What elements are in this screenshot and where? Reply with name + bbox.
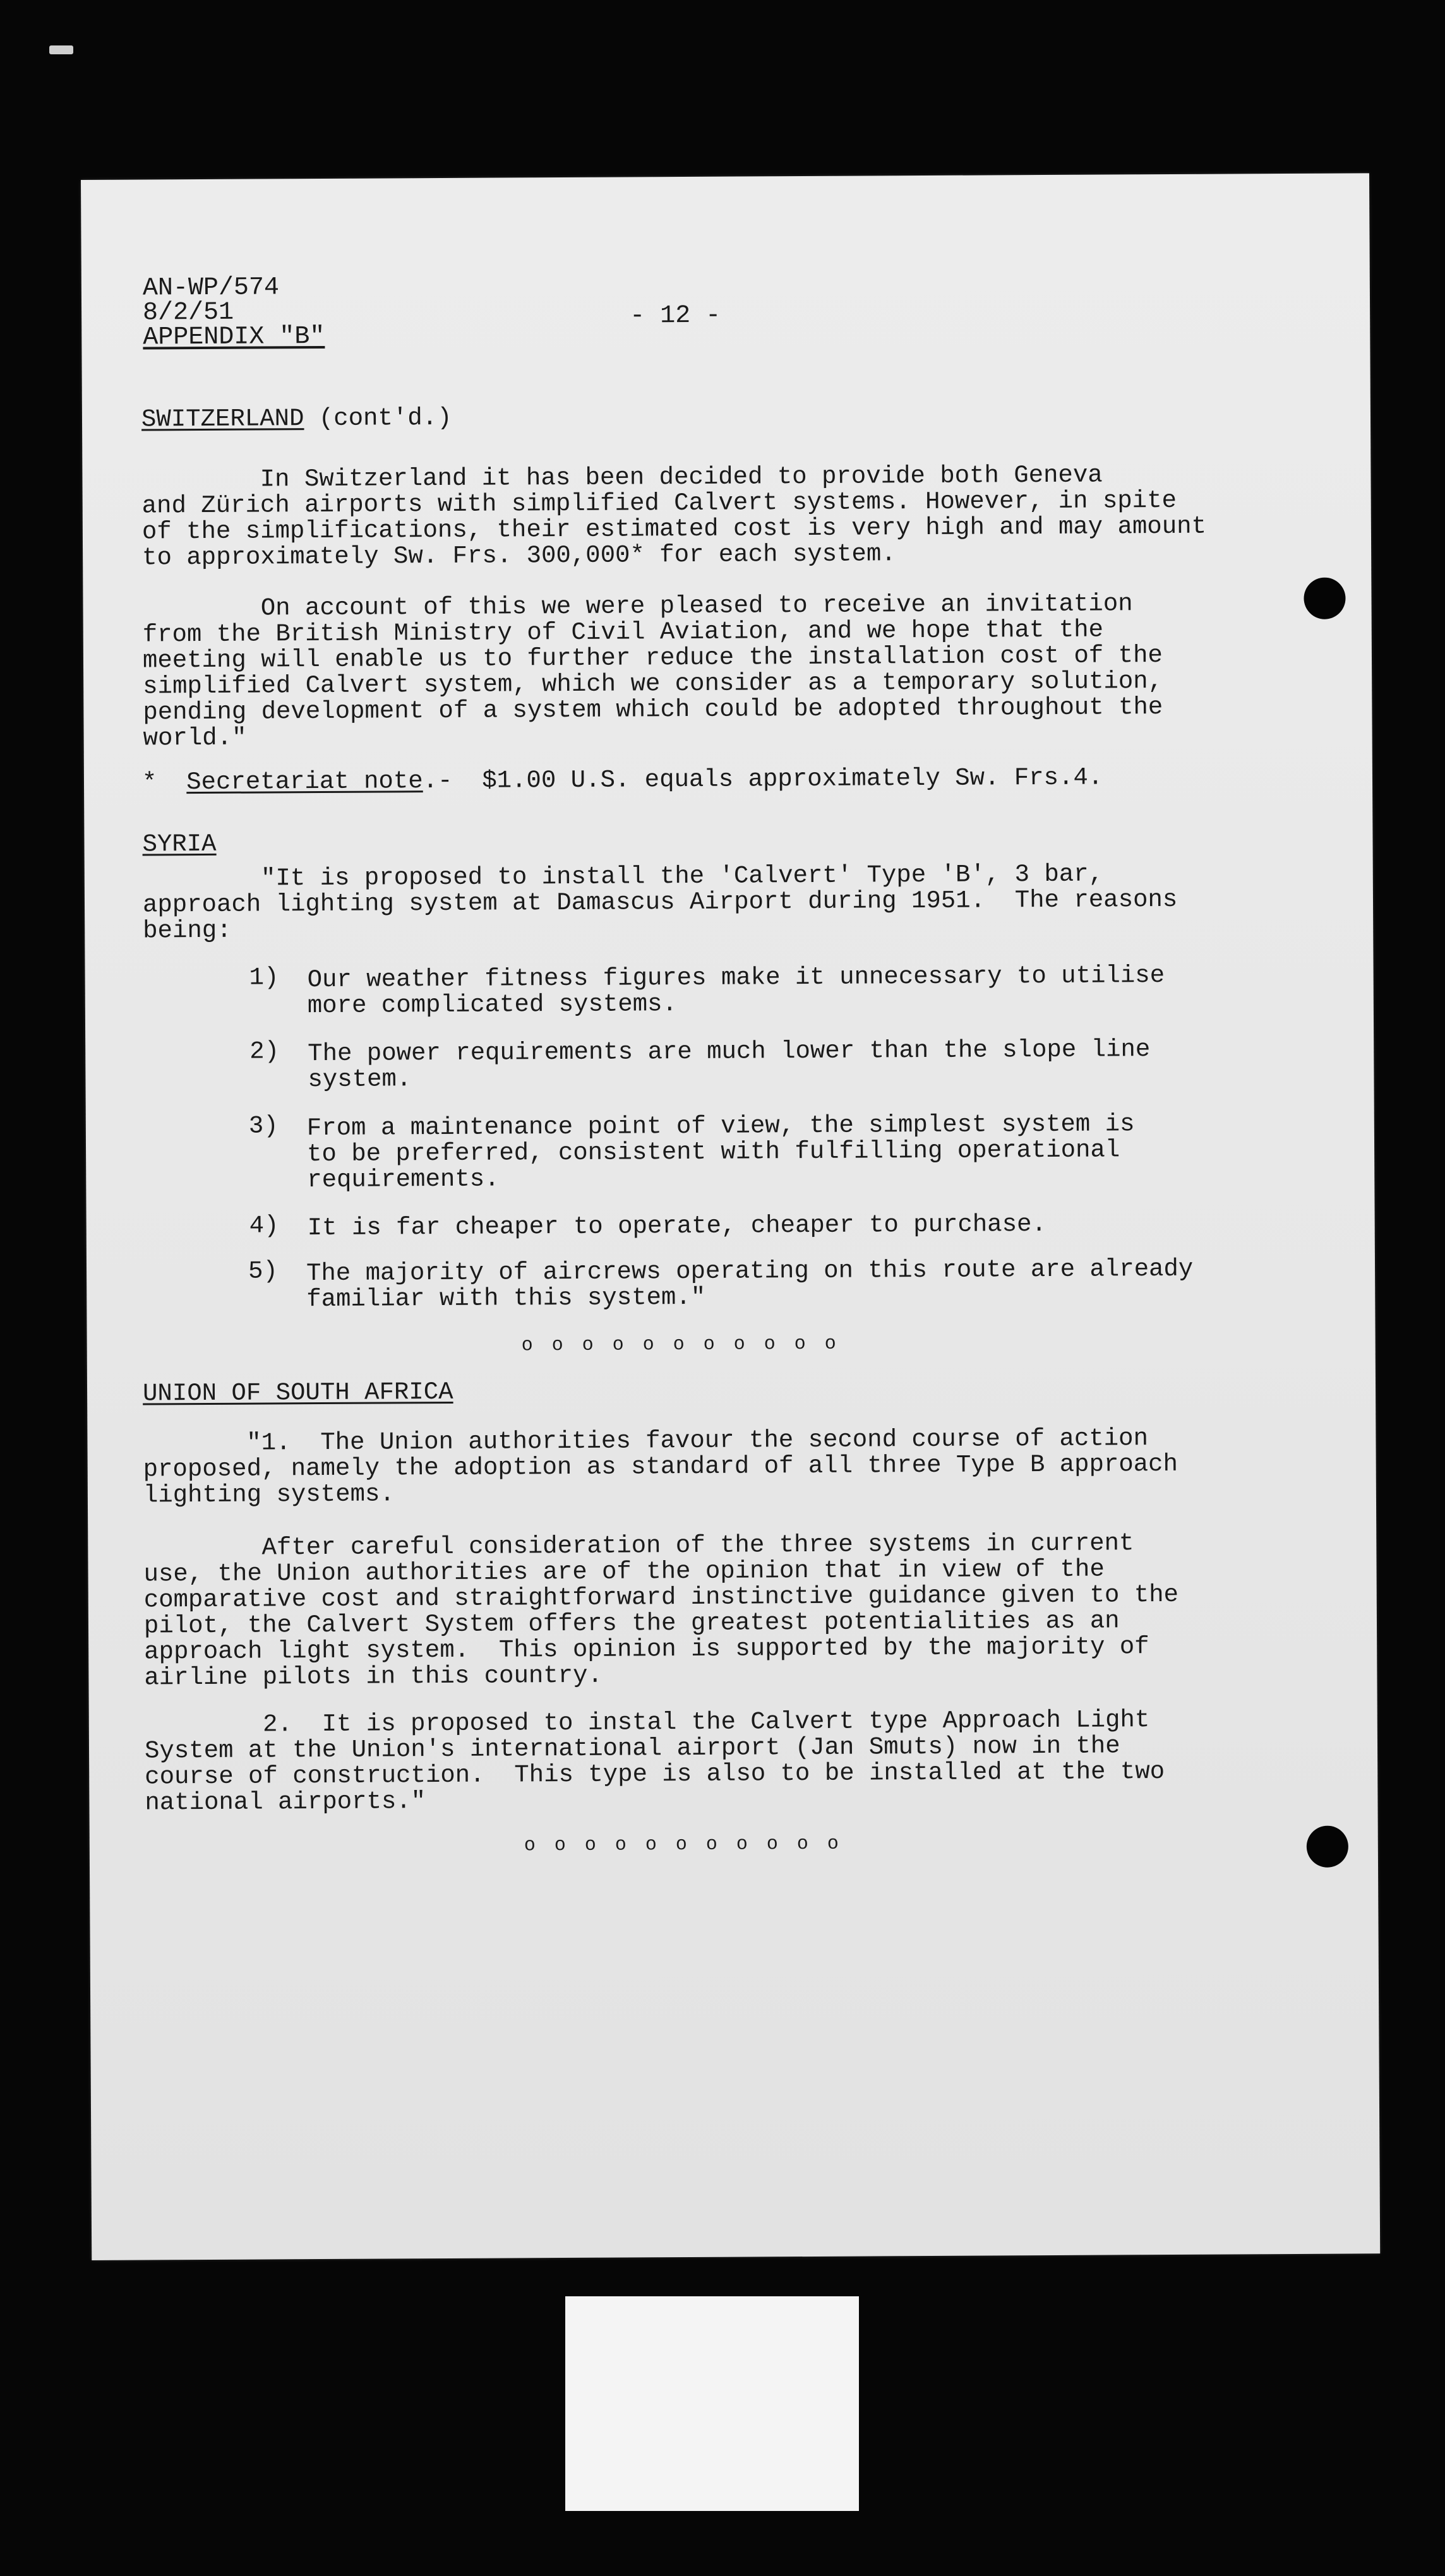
syria-item-line: It is far cheaper to operate, cheaper to purchase. [307,1210,1046,1243]
switzerland-para2-line4: simplified Calvert system, which we consider as a temporary solution, [143,667,1163,701]
south-africa-para3-line1: 2. It is proposed to instal the Calvert type Approach Light [144,1706,1150,1739]
syria-heading: SYRIA [142,830,217,859]
switzerland-para1-line1: In Switzerland it has been decided to provide both Geneva [141,461,1103,494]
doc-date: 8/2/51 [142,298,234,328]
film-edge-mark [49,45,73,54]
blank-frame-card [565,2296,859,2511]
appendix-label: APPENDIX "B" [143,322,325,352]
south-africa-para3-line2: System at the Union's international airport (Jan Smuts) now in the [144,1732,1120,1765]
switzerland-para1-line2: and Zürich airports with simplified Calvert systems. However, in spite [141,486,1177,520]
south-africa-para3-line3: course of construction. This type is also to be installed at the two [145,1758,1165,1791]
switzerland-para2-line1: On account of this we were pleased to receive an invitation [142,590,1133,623]
south-africa-para2-line2: use, the Union authorities are of the opinion that in view of the [143,1555,1105,1589]
switzerland-para2-line2: from the British Ministry of Civil Aviation, and we hope that the [142,616,1104,649]
south-africa-para2-line1: After careful consideration of the three systems in current [143,1529,1134,1563]
section-separator: o o o o o o o o o o o [521,1333,840,1357]
syria-intro-line3: being: [143,916,232,945]
syria-item-number: 3) [248,1112,279,1140]
south-africa-para2-line5: approach light system. This opinion is supported by the majority of [144,1633,1149,1666]
page-number: - 12 - [630,301,721,331]
south-africa-para1-line3: lighting systems. [143,1480,395,1510]
syria-item-number: 4) [249,1212,279,1240]
switzerland-para2-line6: world." [143,724,247,753]
syria-item-line: system. [308,1065,412,1094]
punch-hole [1304,578,1345,619]
switzerland-para2-line3: meeting will enable us to further reduce the installation cost of the [142,641,1163,675]
syria-item-line: From a maintenance point of view, the simplest system is [306,1110,1135,1143]
south-africa-para1-line2: proposed, namely the adoption as standard of all three Type B approach [143,1450,1178,1484]
south-africa-para1-line1: "1. The Union authorities favour the second course of action [143,1424,1149,1458]
switzerland-para2-line5: pending development of a system which could be adopted throughout the [143,693,1163,727]
switzerland-heading-suffix: (cont'd.) [304,403,452,433]
syria-item-line: The power requirements are much lower than the slope line [308,1035,1151,1068]
syria-item-line: more complicated systems. [307,990,678,1020]
south-africa-heading: UNION OF SOUTH AFRICA [142,1378,453,1408]
south-africa-para2-line6: airline pilots in this country. [144,1661,603,1692]
switzerland-heading-title: SWITZERLAND [141,405,304,434]
syria-item-line: The majority of aircrews operating on this route are already [306,1255,1194,1288]
syria-item-line: Our weather fitness figures make it unnecessary to utilise [307,962,1165,994]
south-africa-para2-line4: pilot, the Calvert System offers the greatest potentialities as an [143,1607,1120,1640]
switzerland-heading [141,405,452,433]
syria-intro-line1: "It is proposed to install the 'Calvert' Type 'B', 3 bar, [142,860,1104,893]
syria-item-number: 5) [248,1257,278,1285]
syria-item-line: to be preferred, consistent with fulfilling operational [306,1136,1120,1169]
section-separator-end: o o o o o o o o o o o [524,1833,842,1857]
south-africa-para3-line4: national airports." [145,1787,426,1817]
syria-item-number: 1) [249,963,279,992]
note-marker: * [141,768,157,797]
note-label: Secretariat note [186,767,423,797]
doc-reference: AN-WP/574 [142,273,280,303]
syria-item-line: requirements. [307,1165,500,1195]
syria-item-number: 2) [249,1037,280,1066]
south-africa-para2-line3: comparative cost and straightforward instinctive guidance given to the [143,1580,1179,1614]
secretariat-note [142,765,1103,796]
syria-intro-line2: approach lighting system at Damascus Airport during 1951. The reasons [142,885,1178,919]
switzerland-para1-line3: of the simplifications, their estimated cost is very high and may amount [141,512,1207,546]
punch-hole [1307,1826,1348,1868]
note-text: .- $1.00 U.S. equals approximately Sw. Frs.4. [423,763,1103,796]
switzerland-para1-line4: to approximately Sw. Frs. 300,000* for each system. [142,540,896,572]
syria-item-line: familiar with this system." [306,1283,706,1314]
document-page [81,173,1380,2260]
